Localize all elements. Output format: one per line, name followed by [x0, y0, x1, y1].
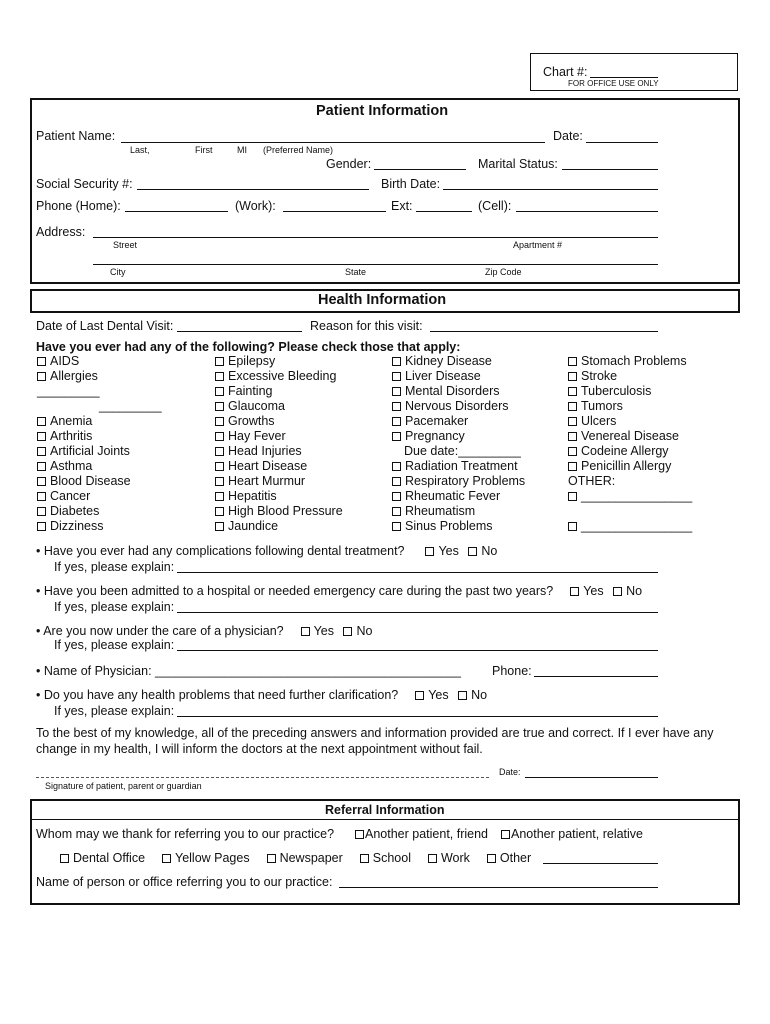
question-hospital: • Have you been admitted to a hospital or needed emergency care during the past two years? Yes No: [36, 584, 643, 598]
checkbox[interactable]: [37, 417, 46, 426]
address-label: Address:: [36, 225, 86, 239]
signature-date-field[interactable]: [525, 777, 658, 778]
checkbox[interactable]: [215, 387, 224, 396]
other-condition-2[interactable]: ________________: [568, 519, 692, 534]
sub-street: Street: [113, 240, 138, 250]
reason-label: Reason for this visit:: [310, 319, 423, 333]
checkbox[interactable]: [37, 447, 46, 456]
conditions-col-1: [37, 354, 162, 534]
condition-pregnancy[interactable]: Pregnancy: [392, 429, 525, 444]
checkbox[interactable]: [568, 492, 577, 501]
checkbox[interactable]: [37, 357, 46, 366]
referral-dental-office-checkbox[interactable]: [60, 854, 69, 863]
checkbox[interactable]: [215, 507, 224, 516]
ext-field[interactable]: [416, 211, 472, 212]
checkbox[interactable]: [568, 402, 577, 411]
signature-label: Signature of patient, parent or guardian: [45, 781, 202, 791]
sub-city: City: [110, 267, 126, 277]
checkbox[interactable]: [37, 372, 46, 381]
patient-info-title: Patient Information: [316, 103, 449, 119]
condition-respiratory-problems[interactable]: Respiratory Problems: [392, 474, 525, 489]
physician-name: • Name of Physician: ____________________________________________: [36, 664, 461, 678]
checkbox[interactable]: [392, 417, 401, 426]
checkbox[interactable]: [392, 477, 401, 486]
condition-codeine-allergy[interactable]: Codeine Allergy: [568, 444, 692, 459]
marital-field[interactable]: [562, 169, 658, 170]
condition-high-blood-pressure[interactable]: High Blood Pressure: [215, 504, 343, 519]
checkbox[interactable]: [37, 432, 46, 441]
phone-home-label: Phone (Home):: [36, 199, 121, 213]
clarification-no-checkbox[interactable]: [458, 691, 467, 700]
checkbox[interactable]: [392, 402, 401, 411]
chart-number-field[interactable]: [590, 77, 658, 78]
other-condition-1[interactable]: ________________: [568, 489, 692, 504]
pregnancy-due-date[interactable]: Due date:_________: [404, 444, 521, 458]
checkbox[interactable]: [568, 462, 577, 471]
explain-field-2[interactable]: [177, 612, 658, 613]
question-complications: • Have you ever had any complications following dental treatment? Yes No: [36, 544, 498, 558]
checkbox[interactable]: [392, 462, 401, 471]
checkbox[interactable]: [37, 522, 46, 531]
checkbox[interactable]: [37, 507, 46, 516]
checkbox[interactable]: [215, 477, 224, 486]
explain-field-1[interactable]: [177, 572, 658, 573]
chart-label: Chart #:: [543, 65, 588, 79]
referral-question-row: Whom may we thank for referring you to our practice? Another patient, friend Another patient, relative: [36, 827, 644, 841]
checkbox[interactable]: [392, 357, 401, 366]
checkbox[interactable]: [568, 417, 577, 426]
condition-allergies[interactable]: Allergies: [37, 369, 162, 384]
checkbox[interactable]: [215, 357, 224, 366]
reason-field[interactable]: [430, 331, 658, 332]
condition-asthma[interactable]: Asthma: [37, 459, 162, 474]
condition-aids[interactable]: AIDS: [37, 354, 162, 369]
cell-label: (Cell):: [478, 199, 512, 213]
referral-other-checkbox[interactable]: [487, 854, 496, 863]
checkbox[interactable]: [568, 522, 577, 531]
condition-growths[interactable]: Growths: [215, 414, 343, 429]
condition-venereal-disease[interactable]: Venereal Disease: [568, 429, 692, 444]
referral-title-divider: [32, 819, 738, 820]
condition-stroke[interactable]: Stroke: [568, 369, 692, 384]
other-label: OTHER:: [568, 474, 616, 488]
sub-first: First: [195, 145, 213, 155]
checkbox[interactable]: [392, 522, 401, 531]
checkbox[interactable]: [215, 462, 224, 471]
conditions-col-3: [392, 354, 525, 534]
condition-excessive-bleeding[interactable]: Excessive Bleeding: [215, 369, 343, 384]
condition-radiation-treatment[interactable]: Radiation Treatment: [392, 459, 525, 474]
hospital-no-checkbox[interactable]: [613, 587, 622, 596]
condition-liver-disease[interactable]: Liver Disease: [392, 369, 525, 384]
condition-hepatitis[interactable]: Hepatitis: [215, 489, 343, 504]
sub-state: State: [345, 267, 367, 277]
referral-newspaper-checkbox[interactable]: [267, 854, 276, 863]
checkbox[interactable]: [568, 372, 577, 381]
question-physician: • Are you now under the care of a physician? Yes No: [36, 624, 373, 638]
sub-preferred: (Preferred Name): [263, 145, 334, 155]
checkbox[interactable]: [392, 492, 401, 501]
checkbox[interactable]: [215, 522, 224, 531]
condition-rheumatism[interactable]: Rheumatism: [392, 504, 525, 519]
condition-ulcers[interactable]: Ulcers: [568, 414, 692, 429]
checkbox[interactable]: [392, 372, 401, 381]
explain-label-3: If yes, please explain:: [54, 638, 175, 652]
signature-date-label: Date:: [499, 767, 521, 777]
condition-stomach-problems[interactable]: Stomach Problems: [568, 354, 692, 369]
physician-yes-checkbox[interactable]: [301, 627, 310, 636]
condition-anemia[interactable]: Anemia: [37, 414, 162, 429]
date-label: Date:: [553, 129, 583, 143]
signature-field[interactable]: [36, 777, 489, 778]
condition-glaucoma[interactable]: Glaucoma: [215, 399, 343, 414]
checkbox[interactable]: [215, 447, 224, 456]
attestation-text: To the best of my knowledge, all of the preceding answers and information provided are true and correct. If I ever have any change in my health, I will inform the doctors at the next appointment without fail.: [36, 726, 714, 756]
marital-label: Marital Status:: [478, 157, 558, 171]
address-street-field[interactable]: [93, 237, 658, 238]
birth-date-label: Birth Date:: [381, 177, 441, 191]
condition-diabetes[interactable]: Diabetes: [37, 504, 162, 519]
referral-name-label: Name of person or office referring you to our practice:: [36, 875, 333, 889]
conditions-col-2: [215, 354, 343, 534]
condition-heart-disease[interactable]: Heart Disease: [215, 459, 343, 474]
checkbox[interactable]: [568, 357, 577, 366]
condition-jaundice[interactable]: Jaundice: [215, 519, 343, 534]
explain-field-3[interactable]: [177, 650, 658, 651]
checkbox[interactable]: [568, 387, 577, 396]
work-phone-field[interactable]: [283, 211, 386, 212]
checkbox[interactable]: [568, 447, 577, 456]
hospital-yes-checkbox[interactable]: [570, 587, 579, 596]
referral-name-field[interactable]: [339, 887, 658, 888]
condition-artificial-joints[interactable]: Artificial Joints: [37, 444, 162, 459]
address-city-field[interactable]: [93, 264, 658, 265]
condition-penicillin-allergy[interactable]: Penicillin Allergy: [568, 459, 692, 474]
condition-epilepsy[interactable]: Epilepsy: [215, 354, 343, 369]
physician-phone-field[interactable]: [534, 676, 658, 677]
date-field[interactable]: [586, 142, 658, 143]
condition-cancer[interactable]: Cancer: [37, 489, 162, 504]
ssn-label: Social Security #:: [36, 177, 133, 191]
condition-heart-murmur[interactable]: Heart Murmur: [215, 474, 343, 489]
physician-phone-label: Phone:: [492, 664, 532, 678]
allergies-blank-2[interactable]: _________: [99, 399, 162, 413]
condition-nervous-disorders[interactable]: Nervous Disorders: [392, 399, 525, 414]
referral-patient-relative-checkbox[interactable]: [501, 830, 510, 839]
condition-tuberculosis[interactable]: Tuberculosis: [568, 384, 692, 399]
referral-other-field[interactable]: [543, 863, 658, 864]
referral-school-checkbox[interactable]: [360, 854, 369, 863]
checkbox[interactable]: [37, 492, 46, 501]
sub-mi: MI: [237, 145, 247, 155]
sub-apartment: Apartment #: [513, 240, 563, 250]
explain-label-4: If yes, please explain:: [54, 704, 175, 718]
condition-rheumatic-fever[interactable]: Rheumatic Fever: [392, 489, 525, 504]
explain-label-1: If yes, please explain:: [54, 560, 175, 574]
checkbox[interactable]: [568, 432, 577, 441]
question-clarification: • Do you have any health problems that need further clarification? Yes No: [36, 688, 488, 702]
checkbox[interactable]: [215, 372, 224, 381]
referral-title: Referral Information: [325, 803, 445, 817]
condition-head-injuries[interactable]: Head Injuries: [215, 444, 343, 459]
conditions-col-4: [568, 354, 692, 534]
cell-field[interactable]: [516, 211, 658, 212]
condition-fainting[interactable]: Fainting: [215, 384, 343, 399]
allergies-blank-1[interactable]: _________: [37, 384, 100, 398]
patient-info-section: [30, 98, 740, 284]
birth-date-field[interactable]: [443, 189, 658, 190]
sub-zip: Zip Code: [485, 267, 522, 277]
ssn-field[interactable]: [137, 189, 369, 190]
physician-no-checkbox[interactable]: [343, 627, 352, 636]
phone-home-field[interactable]: [125, 211, 228, 212]
checkbox[interactable]: [37, 477, 46, 486]
checkbox[interactable]: [392, 507, 401, 516]
office-use-note: FOR OFFICE USE ONLY: [568, 79, 659, 88]
explain-field-4[interactable]: [177, 716, 658, 717]
health-info-title: Health Information: [318, 292, 447, 308]
condition-hay-fever[interactable]: Hay Fever: [215, 429, 343, 444]
referral-work-checkbox[interactable]: [428, 854, 437, 863]
referral-options-row: Dental Office Yellow Pages Newspaper School Work Other: [60, 851, 531, 865]
ext-label: Ext:: [391, 199, 413, 213]
condition-arthritis[interactable]: Arthritis: [37, 429, 162, 444]
last-visit-field[interactable]: [177, 331, 302, 332]
checkbox[interactable]: [215, 492, 224, 501]
checkbox[interactable]: [215, 417, 224, 426]
complications-yes-checkbox[interactable]: [425, 547, 434, 556]
gender-field[interactable]: [374, 169, 466, 170]
checkbox[interactable]: [392, 387, 401, 396]
work-label: (Work):: [235, 199, 276, 213]
last-visit-label: Date of Last Dental Visit:: [36, 319, 174, 333]
checkbox[interactable]: [392, 432, 401, 441]
condition-dizziness[interactable]: Dizziness: [37, 519, 162, 534]
gender-label: Gender:: [326, 157, 372, 171]
conditions-question: Have you ever had any of the following? Please check those that apply:: [36, 340, 461, 354]
condition-tumors[interactable]: Tumors: [568, 399, 692, 414]
patient-name-label: Patient Name:: [36, 129, 116, 143]
checkbox[interactable]: [215, 402, 224, 411]
condition-blood-disease[interactable]: Blood Disease: [37, 474, 162, 489]
explain-label-2: If yes, please explain:: [54, 600, 175, 614]
checkbox[interactable]: [215, 432, 224, 441]
complications-no-checkbox[interactable]: [468, 547, 477, 556]
referral-patient-friend-checkbox[interactable]: [355, 830, 364, 839]
physician-name-label[interactable]: Name of Physician: ____________________________________________: [43, 664, 461, 678]
condition-pacemaker[interactable]: Pacemaker: [392, 414, 525, 429]
condition-mental-disorders[interactable]: Mental Disorders: [392, 384, 525, 399]
checkbox[interactable]: [37, 462, 46, 471]
patient-name-field[interactable]: [121, 142, 545, 143]
condition-sinus-problems[interactable]: Sinus Problems: [392, 519, 525, 534]
condition-kidney-disease[interactable]: Kidney Disease: [392, 354, 525, 369]
sub-last: Last,: [130, 145, 150, 155]
referral-yellow-pages-checkbox[interactable]: [162, 854, 171, 863]
clarification-yes-checkbox[interactable]: [415, 691, 424, 700]
